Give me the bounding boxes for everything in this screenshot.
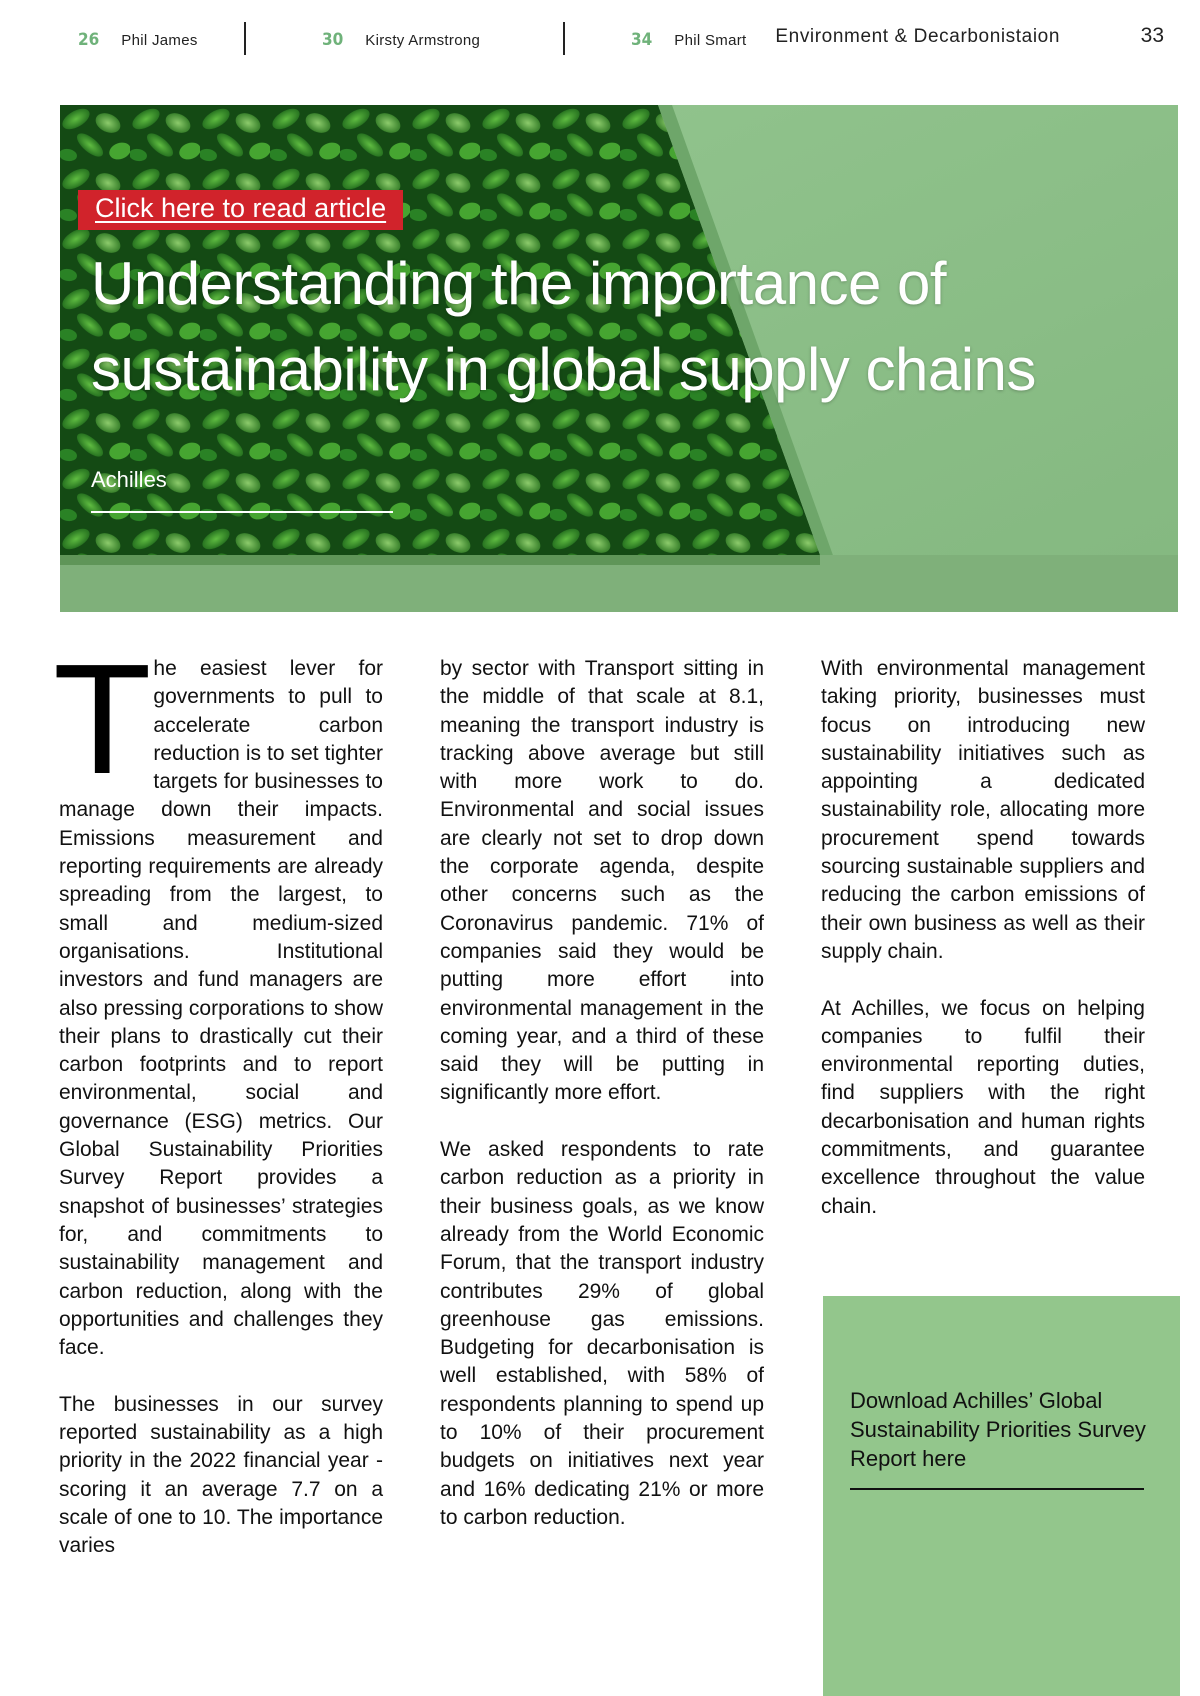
nav-author-name: Phil James [121,32,198,49]
article-paragraph: At Achilles, we focus on helping companies to fulfil their environmental reporting duties, find suppliers with the right decarbonisation and human rights commitments, and guarantee excellence throughout the value chain. [821,996,1145,1218]
article-paragraph [57,636,383,1362]
nav-divider [563,22,565,55]
article-column-3 [821,655,1145,1249]
nav-page-number: 34 [631,30,653,50]
author-underline [91,511,393,513]
article-paragraph: With environmental management taking priority, businesses must focus on introducing new sustainability initiatives such as appointing a dedicated sustainability role, allocating more procurement spend towards sourcing sustainable suppliers and reducing the carbon emissions of their own business as well as their supply chain. [821,657,1145,963]
download-report-link[interactable]: Download Achilles’ Global Sustainability Priorities Survey Report here [850,1388,1146,1471]
article-author: Achilles [91,467,167,492]
page-number: 33 [1140,24,1164,47]
article-paragraph: The businesses in our survey reported sustainability as a high priority in the 2022 financial year - scoring it an average 7.7 on a scale of one to 10. The importance varies [59,1392,383,1558]
nav-page-number: 30 [322,30,344,50]
article-title: Understanding the importance of sustainability in global supply chains [91,250,1036,403]
drop-cap: T [57,636,148,808]
hero-banner [60,105,1178,612]
paragraph-text: he easiest lever for governments to pull to accelerate carbon reduction is to set tighter targets for businesses to manage down their impacts. Emissions measurement and reporting requirements are already spreading from the largest, to small and medium-sized organisations. Institutional investors and fund managers are also pressing corporations to show their plans to drastically cut their carbon footprints and to report environmental, social and governance (ESG) metrics. Our Global Sustainability Priorities Survey Report provides a snapshot of businesses’ strategies for, and commitments to sustainability management and carbon reduction, along with the opportunities and challenges they face. [59,657,383,1360]
nav-link-kirsty-armstrong[interactable] [322,30,480,50]
article-paragraph: by sector with Transport sitting in the middle of that scale at 8.1, meaning the transport industry is tracking above average but still with more work to do. Environmental and social issues are clearly not set to drop down the corporate agenda, despite other concerns such as the Coronavirus pandemic. 71% of companies said they would be putting more effort into environmental management in the coming year, and a third of these said they will be putting in significantly more effort. [440,657,764,1105]
download-callout-box [823,1296,1180,1696]
nav-link-phil-james[interactable] [78,30,198,50]
article-paragraph: We asked respondents to rate carbon reduction as a priority in their business goals, as we know already from the World Economic Forum, that the transport industry contributes 29% of global greenhouse gas emissions. Budgeting for decarbonisation is well established, with 58% of respondents planning to spend up to 10% of their procurement budgets on initiatives next year and 16% dedicating 21% or more to carbon reduction. [440,1138,764,1529]
read-article-button[interactable] [78,190,403,230]
article-column-1 [57,636,383,1589]
nav-link-phil-smart[interactable] [631,30,746,50]
callout-underline [850,1488,1144,1490]
top-navigation [0,0,1200,80]
read-article-link[interactable]: Click here to read article [95,193,387,223]
nav-divider [244,22,246,55]
nav-author-name: Phil Smart [674,32,747,49]
article-column-2 [440,655,764,1561]
section-title: Environment & Decarbonistaion [775,26,1060,47]
nav-page-number: 26 [78,30,100,50]
nav-author-name: Kirsty Armstrong [365,32,481,49]
